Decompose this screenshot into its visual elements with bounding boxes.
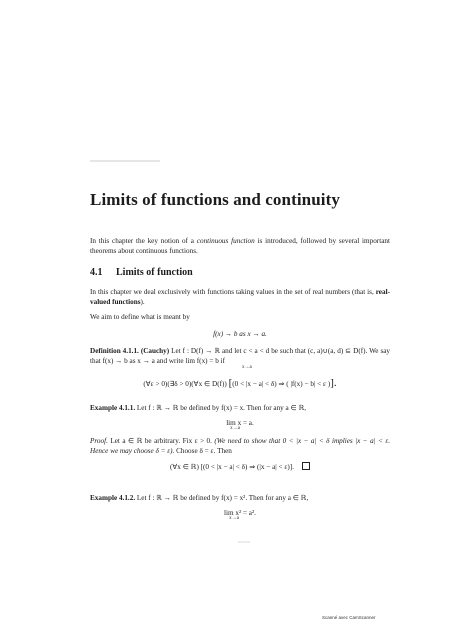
definition-text: Let f : D(f) → ℝ and let c < a < d be such that (c, a)∪(a, d) ⊆ D(f). We say that f(x) → b as x → a and write lim f(x) = b if xyxy=(90,347,391,365)
example-1-text: Let f : ℝ → ℝ be defined by f(x) = x. Then for any a ∈ ℝ, xyxy=(136,404,307,412)
para1-bold: real-valued functions xyxy=(90,288,390,306)
cauchy-implication: (0 < |x − a| < δ) ⇒ ( |f(x) − b| < ε ) xyxy=(232,380,331,388)
proof-eq: (∀x ∈ ℝ) [(0 < |x − a| < δ) ⇒ (|x − a| < ε)]. xyxy=(170,463,294,471)
intro-text-post: is introduced, followed by several important theorems about continuous functions. xyxy=(90,237,390,255)
proof-text-1: Let a ∈ ℝ be arbitrary. Fix ε > 0. xyxy=(107,437,215,445)
scanner-watermark: Scanné avec CamScanner xyxy=(322,615,376,620)
chapter-title: Limits of functions and continuity xyxy=(90,190,340,209)
example-2 xyxy=(90,493,390,503)
scan-dot xyxy=(238,541,250,543)
example-1-eq: lim x = a. xyxy=(226,419,254,427)
para1-post: ). xyxy=(140,298,145,306)
proof-text-2: Choose δ = ε. Then xyxy=(174,447,232,455)
section-paragraph-2: We aim to define what is meant by xyxy=(90,313,190,321)
chapter-intro xyxy=(90,236,390,256)
intro-text-pre: In this chapter the key notion of a xyxy=(90,237,197,245)
equation-example-2 xyxy=(90,509,390,521)
definition-name: (Cauchy) xyxy=(140,347,170,355)
equation-cauchy-definition xyxy=(90,377,390,389)
section-paragraph xyxy=(90,287,390,307)
section-number: 4.1 xyxy=(90,267,103,278)
cauchy-close-bracket: ]. xyxy=(330,377,337,389)
example-2-label: Example 4.1.2. xyxy=(90,494,136,502)
scan-mark xyxy=(90,160,160,162)
definition-label: Definition 4.1.1. xyxy=(90,347,139,355)
definition-lim-subscript: x→a xyxy=(242,365,252,370)
equation-limit-notation: f(x) → b as x → a. xyxy=(213,330,267,338)
equation-example-1 xyxy=(90,419,390,431)
example-1-eq-subscript: x→a xyxy=(230,426,240,431)
para1-pre: In this chapter we deal exclusively with functions taking values in the set of real numbers (that is, xyxy=(90,288,376,296)
example-2-eq: lim x² = a². xyxy=(224,509,256,517)
cauchy-quantifiers: (∀ε > 0)(∃δ > 0)(∀x ∈ D(f)) xyxy=(143,380,227,388)
proof-block xyxy=(90,436,390,456)
section-title: Limits of function xyxy=(116,267,193,278)
proof-emphasis: (We need to show that 0 < |x − a| < δ implies |x − a| < ε. Hence we may choose δ = ε). xyxy=(90,437,390,455)
proof-label: Proof. xyxy=(90,437,108,445)
intro-emphasis: continuous function xyxy=(196,237,255,245)
definition-block xyxy=(90,346,390,370)
qed-square-icon xyxy=(302,462,310,470)
example-1-label: Example 4.1.1. xyxy=(90,404,136,412)
cauchy-open-bracket: [ xyxy=(228,377,233,389)
example-2-eq-subscript: x→a xyxy=(229,516,239,521)
example-2-text: Let f : ℝ → ℝ be defined by f(x) = x². Then for any a ∈ ℝ, xyxy=(136,494,309,502)
example-1 xyxy=(90,403,390,413)
equation-proof xyxy=(90,462,390,471)
